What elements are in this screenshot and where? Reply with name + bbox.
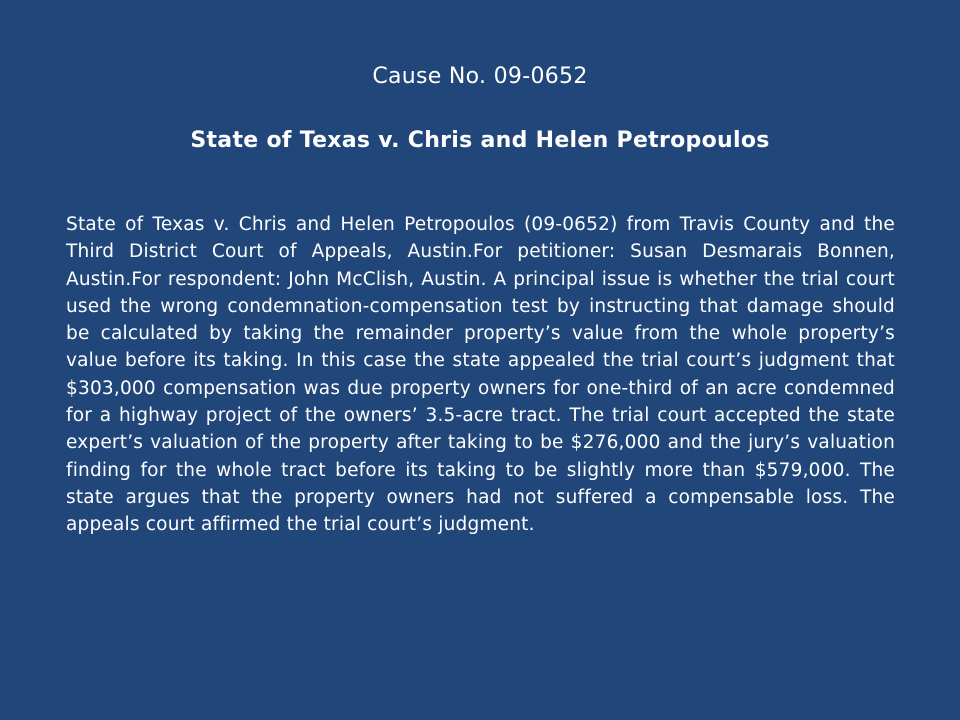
case-title: State of Texas v. Chris and Helen Petropoulos (190, 128, 770, 153)
case-summary: State of Texas v. Chris and Helen Petropoulos (09-0652) from Travis County and the Third District Court of Appeals, Austin.For petitioner: Susan Desmarais Bonnen, Austin.For respondent: John McClish, Austin. A principal issue is whether the trial court used the wrong condemnation-compensation test by instructing that damage should be calculated by taking the remainder property’s value from the whole property’s value before its taking. In this case the state appealed the trial court’s judgment that $303,000 compensation was due property owners for one-third of an acre condemned for a highway project of the owners’ 3.5-acre tract. The trial court accepted the state expert’s valuation of the property after taking to be $276,000 and the jury’s valuation finding for the whole tract before its taking to be slightly more than $579,000. The state argues that the property owners had not suffered a compensable loss. The appeals court affirmed the trial court’s judgment. (66, 214, 895, 536)
cause-number: Cause No. 09-0652 (372, 64, 588, 89)
